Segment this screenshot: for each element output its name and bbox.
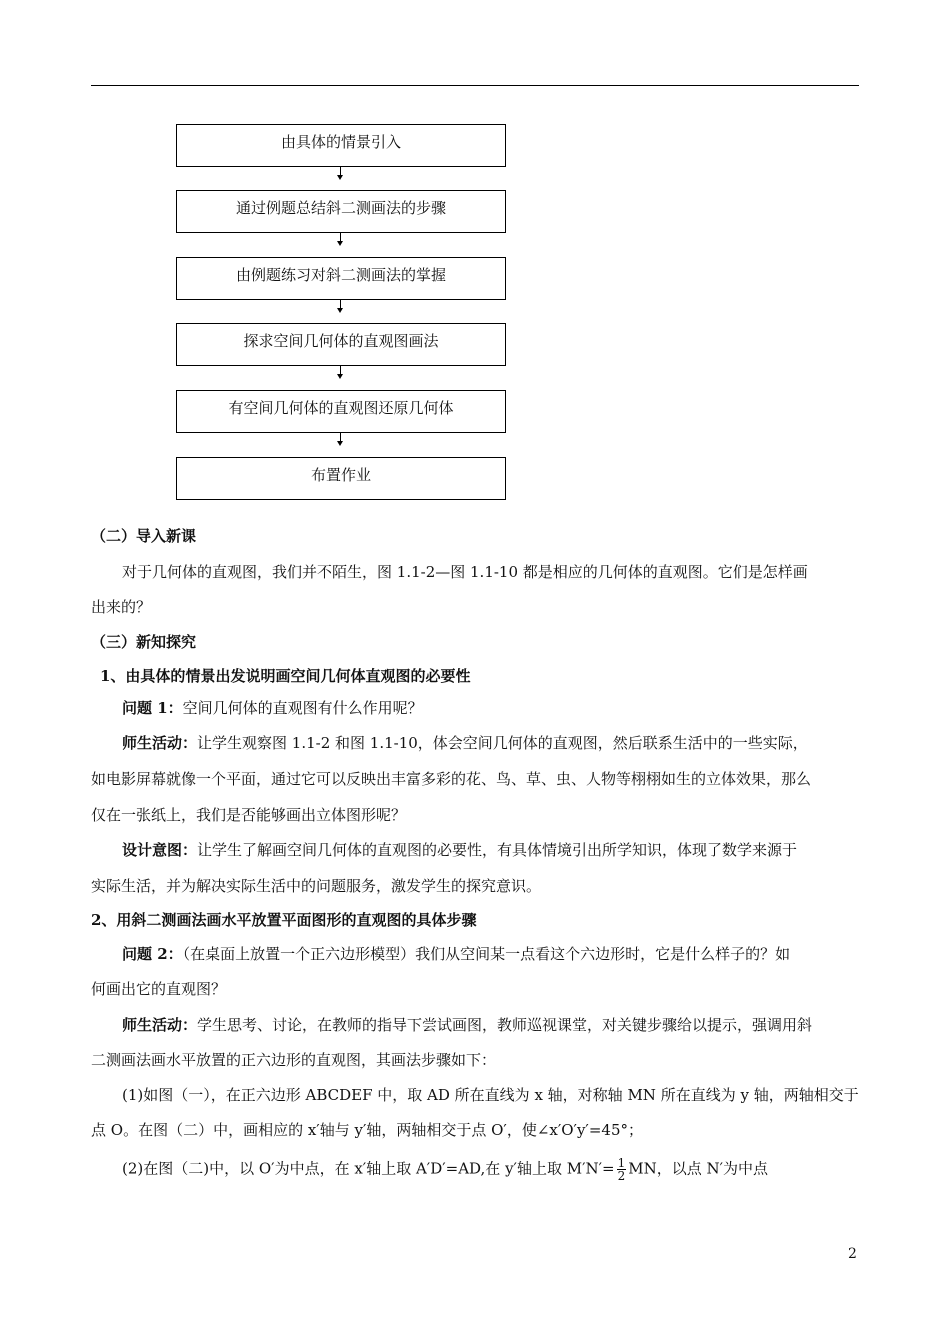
step-1-line2: 点 O。在图（二）中，画相应的 x′轴与 y′轴，两轴相交于点 O′，使∠x′O′y′=45°； [91, 1121, 643, 1139]
question-2-text: （在桌面上放置一个正六边形模型）我们从空间某一点看这个六边形时，它是什么样子的？如 [182, 945, 791, 963]
section-heading-explore: （三）新知探究 [91, 633, 197, 651]
design-intent-line1 [122, 840, 859, 860]
activity-2-line2: 二测画法画水平放置的正六边形的直观图，其画法步骤如下： [91, 1051, 497, 1069]
flow-arrow-4 [340, 366, 342, 380]
question-2-line2: 何画出它的直观图？ [91, 980, 227, 998]
question-2-line1 [122, 944, 859, 964]
flow-step-4: 探求空间几何体的直观图画法 [176, 323, 506, 366]
flow-arrow-3 [340, 300, 342, 314]
flow-arrow-2 [340, 233, 342, 247]
activity-2-line1 [122, 1015, 859, 1035]
fraction-numerator: 1 [617, 1156, 626, 1170]
activity-1-line2: 如电影屏幕就像一个平面，通过它可以反映出丰富多彩的花、鸟、草、虫、人物等栩栩如生的立体效果，那么 [91, 770, 812, 788]
fraction-one-half [617, 1157, 627, 1182]
flow-step-2: 通过例题总结斜二测画法的步骤 [176, 190, 506, 233]
activity-1-line3: 仅在一张纸上，我们是否能够画出立体图形呢？ [91, 806, 407, 824]
subheading-2: 2、用斜二测画法画水平放置平面图形的直观图的具体步骤 [91, 911, 477, 929]
design-intent-label: 设计意图： [122, 841, 198, 859]
activity-2-text: 学生思考、讨论，在教师的指导下尝试画图，教师巡视课堂，对关键步骤给以提示，强调用斜 [197, 1016, 813, 1034]
activity-1-line1 [122, 733, 859, 753]
step-2-text-pre: (2)在图（二)中，以 O′为中点，在 x′轴上取 A′D′=AD,在 y′轴上取 M′N′= [122, 1159, 615, 1178]
flow-arrow-5 [340, 433, 342, 447]
question-1 [122, 698, 859, 718]
step-2-line1 [122, 1157, 859, 1182]
flow-step-6: 布置作业 [176, 457, 506, 500]
question-1-label: 问题 1： [122, 699, 183, 717]
step-1-line1: (1)如图（一），在正六边形 ABCDEF 中，取 AD 所在直线为 x 轴，对称轴 MN 所在直线为 y 轴，两轴相交于 [122, 1086, 859, 1104]
question-2-label: 问题 2： [122, 945, 183, 963]
intro-paragraph-line2: 出来的？ [91, 598, 152, 616]
activity-1-label: 师生活动： [122, 734, 198, 752]
page-number: 2 [848, 1246, 857, 1262]
subheading-1: 1、由具体的情景出发说明画空间几何体直观图的必要性 [100, 667, 471, 685]
intro-paragraph-line1: 对于几何体的直观图，我们并不陌生，图 1.1-2—图 1.1-10 都是相应的几何体的直观图。它们是怎样画 [122, 563, 808, 581]
activity-2-label: 师生活动： [122, 1016, 198, 1034]
flow-step-3: 由例题练习对斜二测画法的掌握 [176, 257, 506, 300]
step-2-text-post: MN，以点 N′为中点 [628, 1159, 769, 1178]
header-rule [91, 85, 859, 86]
flow-arrow-1 [340, 167, 342, 181]
design-intent-line2: 实际生活，并为解决实际生活中的问题服务，激发学生的探究意识。 [91, 877, 542, 895]
activity-1-text: 让学生观察图 1.1-2 和图 1.1-10，体会空间几何体的直观图，然后联系生活中的一些实际， [197, 734, 808, 752]
question-1-text: 空间几何体的直观图有什么作用呢？ [182, 699, 423, 717]
flow-step-1: 由具体的情景引入 [176, 124, 506, 167]
section-heading-intro: （二）导入新课 [91, 527, 197, 545]
flow-step-5: 有空间几何体的直观图还原几何体 [176, 390, 506, 433]
design-intent-text: 让学生了解画空间几何体的直观图的必要性，有具体情境引出所学知识，体现了数学来源于 [197, 841, 798, 859]
fraction-denominator: 2 [617, 1169, 626, 1183]
